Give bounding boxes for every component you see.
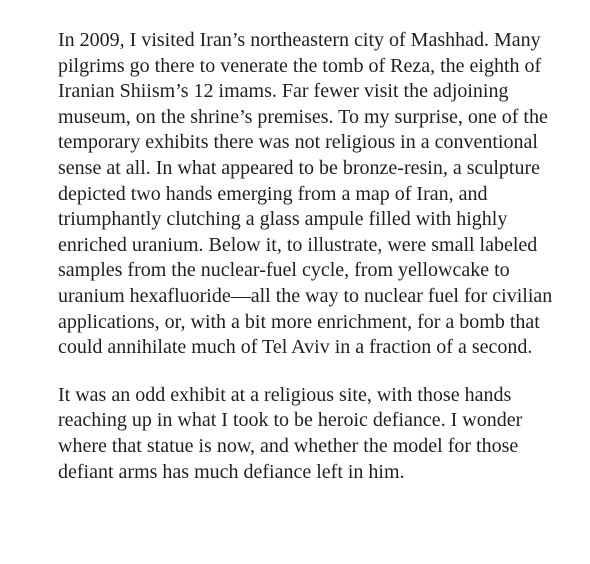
text-line: applications, or, with a bit more enrichment, for a bomb that <box>58 310 540 333</box>
paragraph-1 <box>58 28 578 361</box>
text-line: reaching up in what I took to be heroic defiance. I wonder <box>58 409 523 432</box>
text-line: pilgrims go there to venerate the tomb of Reza, the eighth of <box>58 54 542 77</box>
text-line: defiant arms has much defiance left in him. <box>58 460 405 483</box>
text-line: where that statue is now, and whether the model for those <box>58 434 519 457</box>
text-line: It was an odd exhibit at a religious site, with those hands <box>58 383 512 406</box>
paragraph-2 <box>58 383 578 485</box>
text-line: Iranian Shiism’s 12 imams. Far fewer visit the adjoining <box>58 80 509 103</box>
text-line: uranium hexafluoride—all the way to nuclear fuel for civilian <box>58 284 553 307</box>
text-line: In 2009, I visited Iran’s northeastern city of Mashhad. Many <box>58 29 541 51</box>
text-line: samples from the nuclear-fuel cycle, from yellowcake to <box>58 259 510 282</box>
text-line: temporary exhibits there was not religious in a conventional <box>58 131 538 154</box>
text-line: sense at all. In what appeared to be bronze-resin, a sculpture <box>58 156 541 179</box>
text-line: could annihilate much of Tel Aviv in a fraction of a second. <box>58 336 533 359</box>
text-line: enriched uranium. Below it, to illustrate, were small labeled <box>58 233 538 256</box>
text-line: depicted two hands emerging from a map of Iran, and <box>58 182 488 205</box>
text-line: triumphantly clutching a glass ampule filled with highly <box>58 208 508 231</box>
article-body <box>58 28 578 485</box>
text-line: museum, on the shrine’s premises. To my surprise, one of the <box>58 105 548 128</box>
